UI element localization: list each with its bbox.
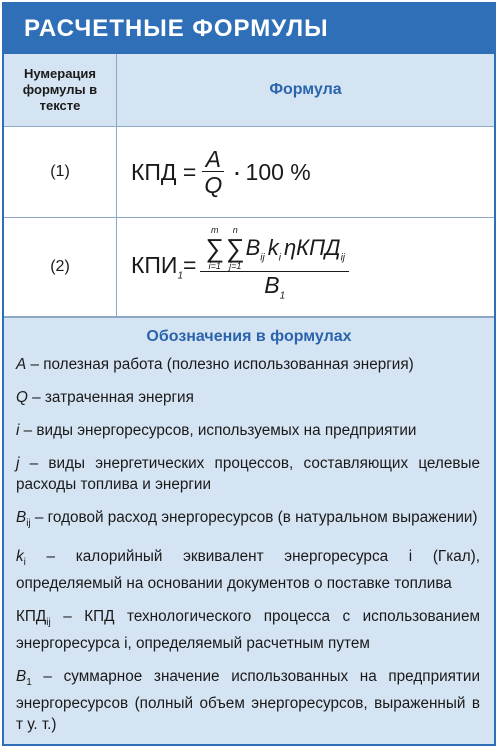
page-title: РАСЧЕТНЫЕ ФОРМУЛЫ xyxy=(4,4,494,54)
formula-number: (2) xyxy=(4,218,117,317)
formula-1-denominator: Q xyxy=(204,171,223,198)
list-item: $k_i$ – калорийный эквивалент энергоресурса i (Гкал), определяемый на основании документов о поставке топлива xyxy=(16,548,480,593)
formula-1-tail: 100 % xyxy=(245,158,311,185)
sum-symbol: m ∑ i=1 xyxy=(205,224,225,271)
formula-1-lhs: КПД = xyxy=(131,158,197,185)
table-row xyxy=(4,218,494,317)
formula-1-numerator: A xyxy=(205,145,221,172)
list-item: i – виды энергоресурсов, используемых на предприятии xyxy=(16,422,417,439)
sum-symbol: n ∑ j=1 xyxy=(226,224,245,271)
list-item: A – полезная работа (полезно использованная энергия) xyxy=(16,356,414,373)
col-formula-header: Формула xyxy=(117,54,495,127)
formula-1-fraction xyxy=(202,147,224,198)
list-item: $КПД_{ij}$ – КПД технологического процесса с использованием энергоресурса i, определяемый расчетным путем xyxy=(16,608,480,653)
legend-title: Обозначения в формулах xyxy=(4,317,494,354)
col-num-header: Нумерация формулы в тексте xyxy=(4,54,117,127)
list-item: j – виды энергетических процессов, составляющих целевые расходы топлива и энергии xyxy=(16,455,480,493)
formula-1 xyxy=(117,127,495,218)
list-item: $B_1$ – суммарное значение использованных на предприятии энергоресурсов (полный объем энергоресурсов, выраженный в т у. т.) xyxy=(16,668,480,734)
legend-list xyxy=(4,354,494,735)
formula-2-denominator: $B_1$ xyxy=(200,271,349,310)
formula-number: (1) xyxy=(4,127,117,218)
formulas-card xyxy=(2,2,496,746)
formula-table xyxy=(4,54,494,317)
formula-2-fraction xyxy=(202,225,347,310)
formula-2-lhs: $КПИ_1=$ xyxy=(131,252,197,282)
list-item: $B_{ij}$ – годовой расход энергоресурсов (в натуральном выражении) xyxy=(16,509,478,530)
table-row xyxy=(4,127,494,218)
list-item: Q – затраченная энергия xyxy=(16,389,194,406)
multiply-dot: · xyxy=(232,156,242,187)
formula-2-numerator: m ∑ i=1 n ∑ j=1 $B_{ij}$ $k_i$ ηКПД$_{ij}$ xyxy=(205,224,346,271)
formula-2 xyxy=(117,218,495,317)
